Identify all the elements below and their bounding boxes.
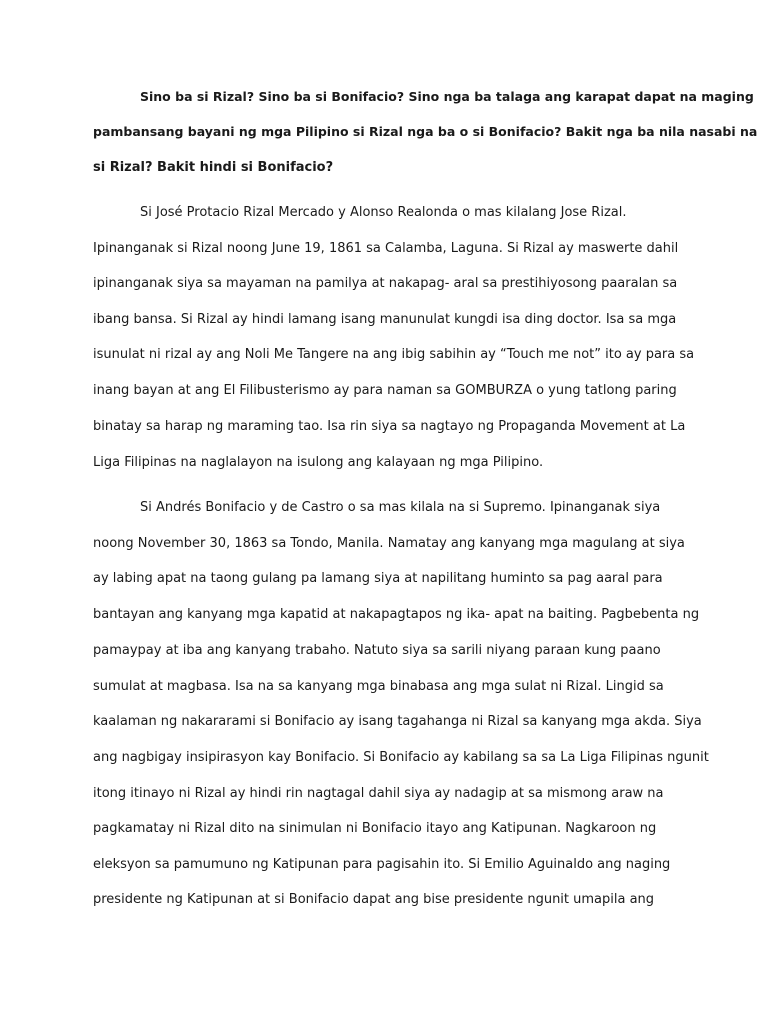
- paragraph-2-line-4: ibang bansa. Si Rizal ay hindi lamang isang manunulat kungdi isa ding doctor. Isa sa mga: [93, 312, 677, 327]
- paragraph-3-line-2: noong November 30, 1863 sa Tondo, Manila. Namatay ang kanyang mga magulang at siya: [93, 536, 685, 551]
- paragraph-2-line-3: ipinanganak siya sa mayaman na pamilya at nakapag- aral sa prestihiyosong paaralan sa: [93, 276, 678, 291]
- paragraph-3-line-3: ay labing apat na taong gulang pa lamang siya at napilitang huminto sa pag aaral para: [93, 571, 663, 586]
- paragraph-3-line-1: Si Andrés Bonifacio y de Castro o sa mas kilala na si Supremo. Ipinanganak siya: [140, 500, 661, 515]
- paragraph-3-line-8: ang nagbigay insipirasyon kay Bonifacio. Si Bonifacio ay kabilang sa sa La Liga Filipinas ngunit: [93, 750, 709, 765]
- paragraph-2-line-7: binatay sa harap ng maraming tao. Isa rin siya sa nagtayo ng Propaganda Movement at La: [93, 419, 686, 434]
- paragraph-2-line-6: inang bayan at ang El Filibusterismo ay para naman sa GOMBURZA o yung tatlong paring: [93, 383, 677, 398]
- paragraph-2-line-8: Liga Filipinas na naglalayon na isulong ang kalayaan ng mga Pilipino.: [93, 455, 544, 470]
- paragraph-3-line-10: pagkamatay ni Rizal dito na sinimulan ni Bonifacio itayo ang Katipunan. Nagkaroon ng: [93, 821, 657, 836]
- paragraph-1-line-2: pambansang bayani ng mga Pilipino si Rizal nga ba o si Bonifacio? Bakit nga ba nila nasabi na: [93, 124, 758, 139]
- paragraph-1-line-1: Sino ba si Rizal? Sino ba si Bonifacio? Sino nga ba talaga ang karapat dapat na maging: [140, 89, 754, 104]
- paragraph-1-line-3: si Rizal? Bakit hindi si Bonifacio?: [93, 160, 334, 175]
- paragraph-2-line-1: Si José Protacio Rizal Mercado y Alonso Realonda o mas kilalang Jose Rizal.: [140, 205, 627, 220]
- paragraph-3-line-11: eleksyon sa pamumuno ng Katipunan para pagisahin ito. Si Emilio Aguinaldo ang naging: [93, 857, 671, 872]
- paragraph-2-line-5: isunulat ni rizal ay ang Noli Me Tangere na ang ibig sabihin ay “Touch me not” ito ay para sa: [93, 347, 695, 362]
- paragraph-3-line-6: sumulat at magbasa. Isa na sa kanyang mga binabasa ang mga sulat ni Rizal. Lingid sa: [93, 679, 664, 694]
- paragraph-3-line-7: kaalaman ng nakararami si Bonifacio ay isang tagahanga ni Rizal sa kanyang mga akda. Siya: [93, 714, 702, 729]
- paragraph-3-line-5: pamaypay at iba ang kanyang trabaho. Natuto siya sa sarili niyang paraan kung paano: [93, 643, 661, 658]
- paragraph-3-line-9: itong itinayo ni Rizal ay hindi rin nagtagal dahil siya ay nadagip at sa mismong araw na: [93, 786, 664, 801]
- paragraph-3-line-4: bantayan ang kanyang mga kapatid at nakapagtapos ng ika- apat na baiting. Pagbebenta ng: [93, 607, 700, 622]
- paragraph-2-line-2: Ipinanganak si Rizal noong June 19, 1861 sa Calamba, Laguna. Si Rizal ay maswerte dahil: [93, 241, 679, 256]
- paragraph-3-line-12: presidente ng Katipunan at si Bonifacio dapat ang bise presidente ngunit umapila ang: [93, 892, 655, 907]
